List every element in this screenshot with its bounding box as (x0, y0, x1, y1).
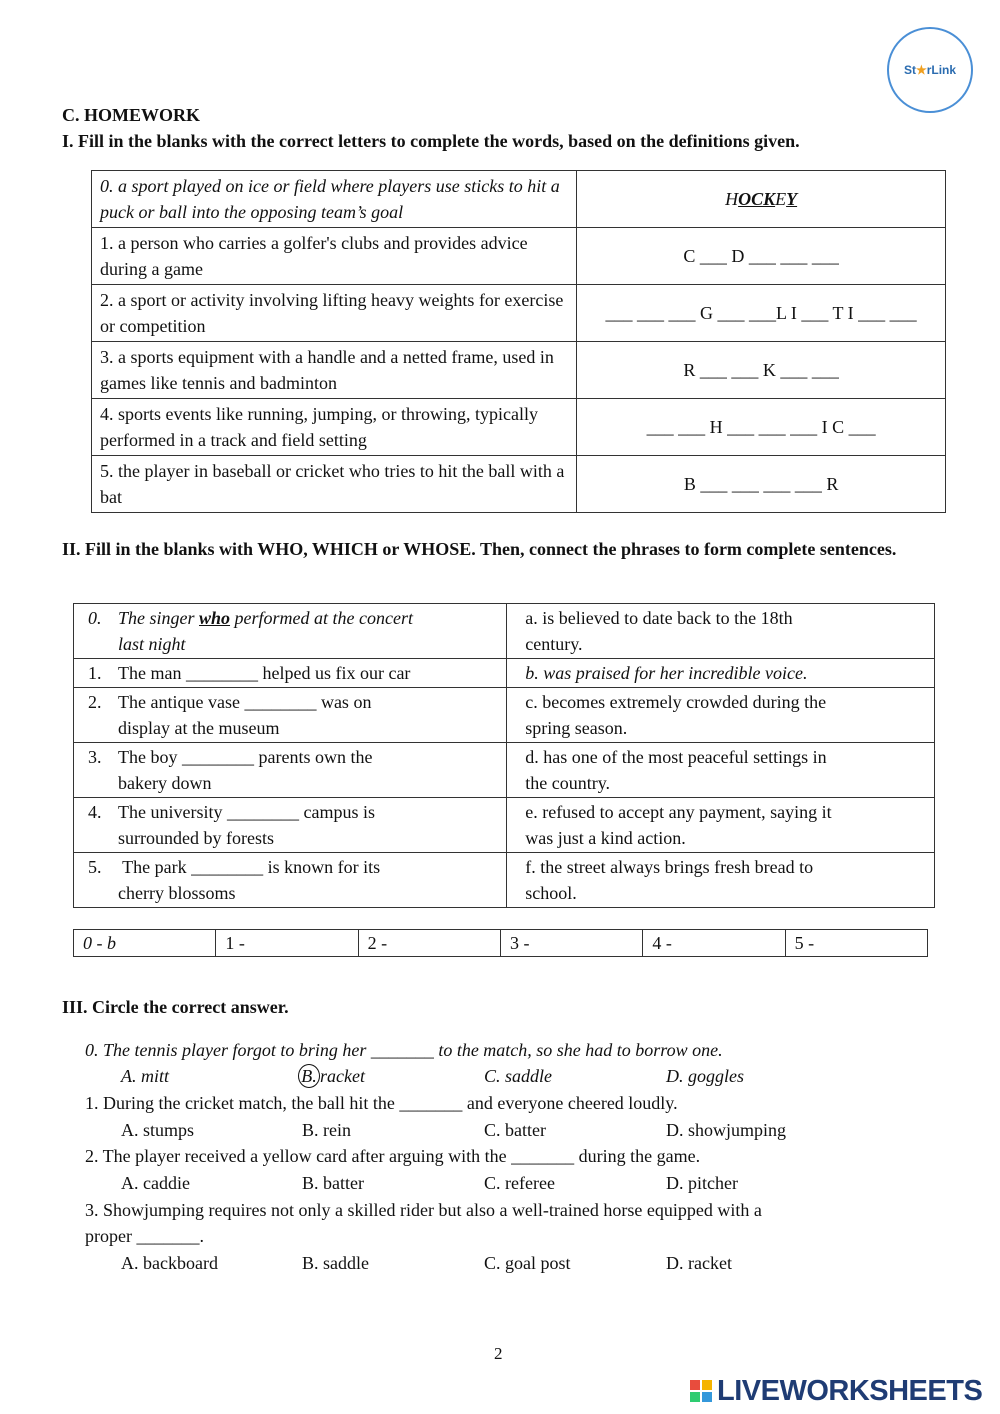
brand-text: LIVEWORKSHEETS (717, 1374, 983, 1407)
definition-cell: 0. a sport played on ice or field where players use sticks to hit a puck or ball into the opposing team’s goal (92, 171, 577, 228)
section3-title: III. Circle the correct answer. (62, 997, 289, 1017)
page-number: 2 (494, 1344, 503, 1363)
option-d[interactable]: D. pitcher (666, 1173, 738, 1193)
definition-cell: 4. sports events like running, jumping, or throwing, typically performed in a track and field setting (92, 399, 577, 456)
ending-cell: d. has one of the most peaceful settings in the country. (507, 743, 935, 798)
answer-cell-3[interactable]: 3 - (500, 930, 642, 957)
option-c[interactable]: C. saddle (484, 1066, 553, 1086)
ending-cell: a. is believed to date back to the 18th century. (507, 604, 935, 659)
circled-letter: B. (298, 1064, 320, 1088)
table-row (74, 604, 935, 659)
phrase-cell[interactable]: 1. The man ________ helped us fix our car (74, 659, 507, 688)
answer-cell-1[interactable]: 1 - (216, 930, 358, 957)
option-a[interactable]: A. caddie (121, 1173, 190, 1193)
match-answer-row (73, 929, 928, 957)
answer-input[interactable]: C ___ D ___ ___ ___ (577, 228, 946, 285)
table-row (74, 853, 935, 908)
option-a[interactable]: A. mitt (121, 1066, 169, 1086)
section2-title: II. Fill in the blanks with WHO, WHICH or WHOSE. Then, connect the phrases to form complete sentences. (62, 539, 897, 559)
question-0: 0. The tennis player forgot to bring her _______ to the match, so she had to borrow one. (85, 1040, 723, 1060)
table-row (92, 342, 946, 399)
section-heading: C. HOMEWORK (62, 105, 200, 125)
option-a[interactable]: A. stumps (121, 1120, 195, 1140)
star-icon: ★ (915, 63, 927, 77)
table-row (74, 659, 935, 688)
matching-table (73, 603, 935, 908)
answer-cell-4[interactable]: 4 - (643, 930, 785, 957)
phrase-cell[interactable]: 2. The antique vase ________ was on display at the museum (74, 688, 507, 743)
option-b[interactable]: B. rein (302, 1120, 351, 1140)
ending-cell: c. becomes extremely crowded during the spring season. (507, 688, 935, 743)
table-row (92, 399, 946, 456)
table-row (74, 688, 935, 743)
definition-cell: 2. a sport or activity involving lifting heavy weights for exercise or competition (92, 285, 577, 342)
logo-text: St★rLink (903, 63, 957, 77)
question-1: 1. During the cricket match, the ball hit the _______ and everyone cheered loudly. (85, 1093, 678, 1113)
vocab-table (91, 170, 946, 513)
ending-cell: e. refused to accept any payment, saying it was just a kind action. (507, 798, 935, 853)
liveworksheets-icon (690, 1380, 712, 1402)
option-a[interactable]: A. backboard (121, 1253, 218, 1273)
phrase-cell[interactable]: 4. The university ________ campus is surrounded by forests (74, 798, 507, 853)
option-b[interactable]: B. saddle (302, 1253, 369, 1273)
option-d[interactable]: D. showjumping (666, 1120, 787, 1140)
option-c[interactable]: C. referee (484, 1173, 555, 1193)
phrase-cell[interactable]: 5. The park ________ is known for its cherry blossoms (74, 853, 507, 908)
table-row (92, 171, 946, 228)
question-3-line2: proper _______. (85, 1226, 204, 1246)
table-row (74, 798, 935, 853)
option-c[interactable]: C. batter (484, 1120, 546, 1140)
starlink-logo (887, 27, 973, 113)
question-3-line1: 3. Showjumping requires not only a skilled rider but also a well-trained horse equipped with a (85, 1200, 762, 1220)
definition-cell: 3. a sports equipment with a handle and a netted frame, used in games like tennis and badminton (92, 342, 577, 399)
answer-cell-0: 0 - b (74, 930, 216, 957)
ending-cell: b. was praised for her incredible voice. (507, 659, 935, 688)
answer-input[interactable]: ___ ___ H ___ ___ ___ I C ___ (577, 399, 946, 456)
option-d[interactable]: D. goggles (666, 1066, 744, 1086)
definition-cell: 5. the player in baseball or cricket who tries to hit the ball with a bat (92, 456, 577, 513)
ending-cell: f. the street always brings fresh bread to school. (507, 853, 935, 908)
question-2: 2. The player received a yellow card after arguing with the _______ during the game. (85, 1146, 701, 1166)
section1-title: I. Fill in the blanks with the correct letters to complete the words, based on the definitions given. (62, 131, 800, 151)
table-row (74, 743, 935, 798)
answer-cell: HOCKEY (577, 171, 946, 228)
answer-cell-5[interactable]: 5 - (785, 930, 927, 957)
answer-input[interactable]: R ___ ___ K ___ ___ (577, 342, 946, 399)
option-d[interactable]: D. racket (666, 1253, 732, 1273)
answer-input[interactable]: B ___ ___ ___ ___ R (577, 456, 946, 513)
option-b[interactable]: B. batter (302, 1173, 364, 1193)
option-b-circled[interactable]: B. racket (302, 1063, 365, 1089)
phrase-cell: 0. The singer who performed at the concert last night (74, 604, 507, 659)
option-c[interactable]: C. goal post (484, 1253, 571, 1273)
table-row (92, 228, 946, 285)
definition-cell: 1. a person who carries a golfer's clubs and provides advice during a game (92, 228, 577, 285)
table-row (92, 285, 946, 342)
phrase-cell[interactable]: 3. The boy ________ parents own the bakery down (74, 743, 507, 798)
table-row (92, 456, 946, 513)
liveworksheets-logo (690, 1376, 990, 1406)
answer-cell-2[interactable]: 2 - (358, 930, 500, 957)
answer-input[interactable]: ___ ___ ___ G ___ ___L I ___ T I ___ ___ (577, 285, 946, 342)
